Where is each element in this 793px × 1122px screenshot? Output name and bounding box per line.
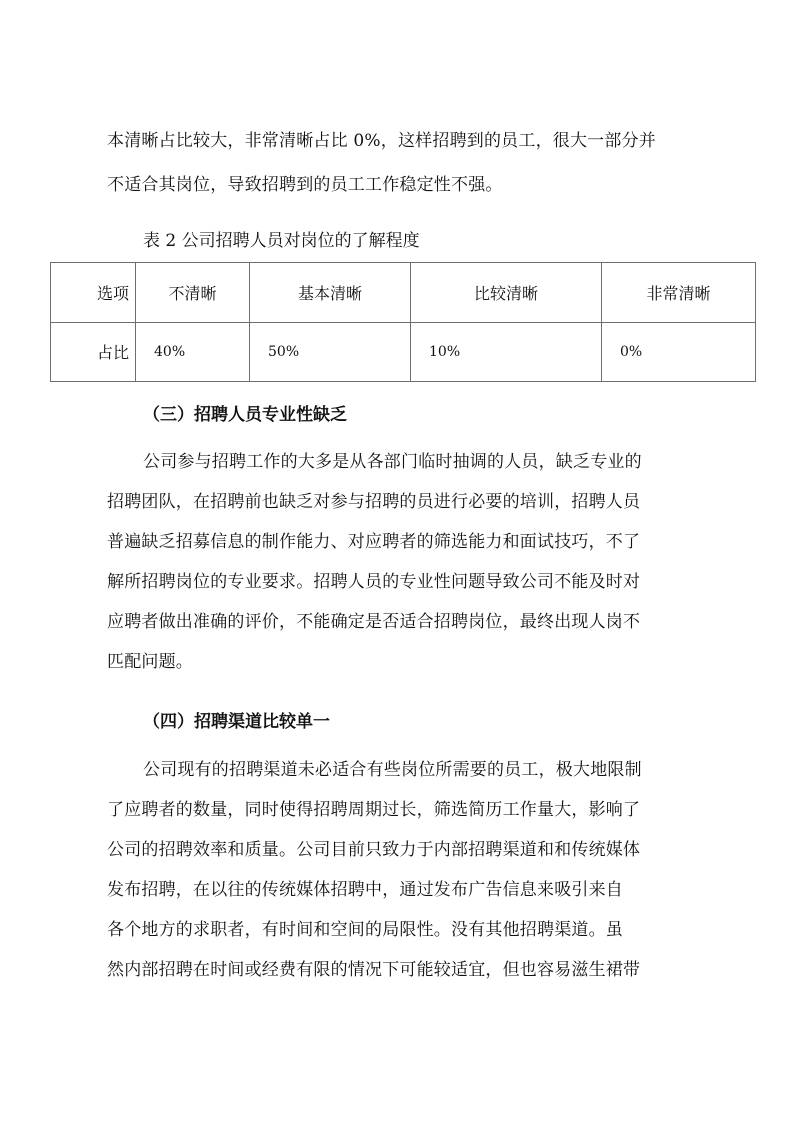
table-header-row <box>51 263 756 323</box>
section-heading: （三）招聘人员专业性缺乏 <box>143 405 347 425</box>
paragraph-line: 了应聘者的数量，同时使得招聘周期过长，筛选简历工作量大，影响了 <box>107 800 641 820</box>
table-cell: 10% <box>411 322 602 382</box>
table-caption: 表 2 公司招聘人员对岗位的了解程度 <box>143 231 420 251</box>
recruiter-knowledge-table <box>50 262 756 382</box>
paragraph-line: 公司的招聘效率和质量。公司目前只致力于内部招聘渠道和和传统媒体 <box>107 840 641 860</box>
paragraph-line: 公司现有的招聘渠道未必适合有些岗位所需要的员工，极大地限制 <box>143 760 642 780</box>
table-header-cell: 非常清晰 <box>602 263 756 323</box>
table-header-cell: 比较清晰 <box>411 263 602 323</box>
paragraph-line: 各个地方的求职者，有时间和空间的局限性。没有其他招聘渠道。虽 <box>107 920 623 940</box>
table-row <box>51 322 756 382</box>
paragraph-line: 公司参与招聘工作的大多是从各部门临时抽调的人员，缺乏专业的 <box>143 452 642 472</box>
paragraph-line: 匹配问题。 <box>107 652 193 672</box>
table-header-cell: 不清晰 <box>136 263 250 323</box>
table-cell: 40% <box>136 322 250 382</box>
paragraph-line: 发布招聘，在以往的传统媒体招聘中，通过发布广告信息来吸引来自 <box>107 880 623 900</box>
table-cell: 50% <box>250 322 411 382</box>
paragraph-line: 不适合其岗位，导致招聘到的员工工作稳定性不强。 <box>107 175 503 195</box>
table-cell: 0% <box>602 322 756 382</box>
table-header-cell: 选项 <box>51 263 136 323</box>
section-heading: （四）招聘渠道比较单一 <box>143 712 330 732</box>
paragraph-line: 解所招聘岗位的专业要求。招聘人员的专业性问题导致公司不能及时对 <box>107 572 641 592</box>
paragraph-line: 普遍缺乏招募信息的制作能力、对应聘者的筛选能力和面试技巧，不了 <box>107 532 641 552</box>
table-header-cell: 基本清晰 <box>250 263 411 323</box>
table-cell: 占比 <box>51 322 136 382</box>
paragraph-line: 本清晰占比较大，非常清晰占比 0%，这样招聘到的员工，很大一部分并 <box>107 131 656 151</box>
paragraph-line: 然内部招聘在时间或经费有限的情况下可能较适宜，但也容易滋生裙带 <box>107 960 641 980</box>
paragraph-line: 应聘者做出准确的评价，不能确定是否适合招聘岗位，最终出现人岗不 <box>107 612 641 632</box>
paragraph-line: 招聘团队，在招聘前也缺乏对参与招聘的员进行必要的培训，招聘人员 <box>107 492 641 512</box>
